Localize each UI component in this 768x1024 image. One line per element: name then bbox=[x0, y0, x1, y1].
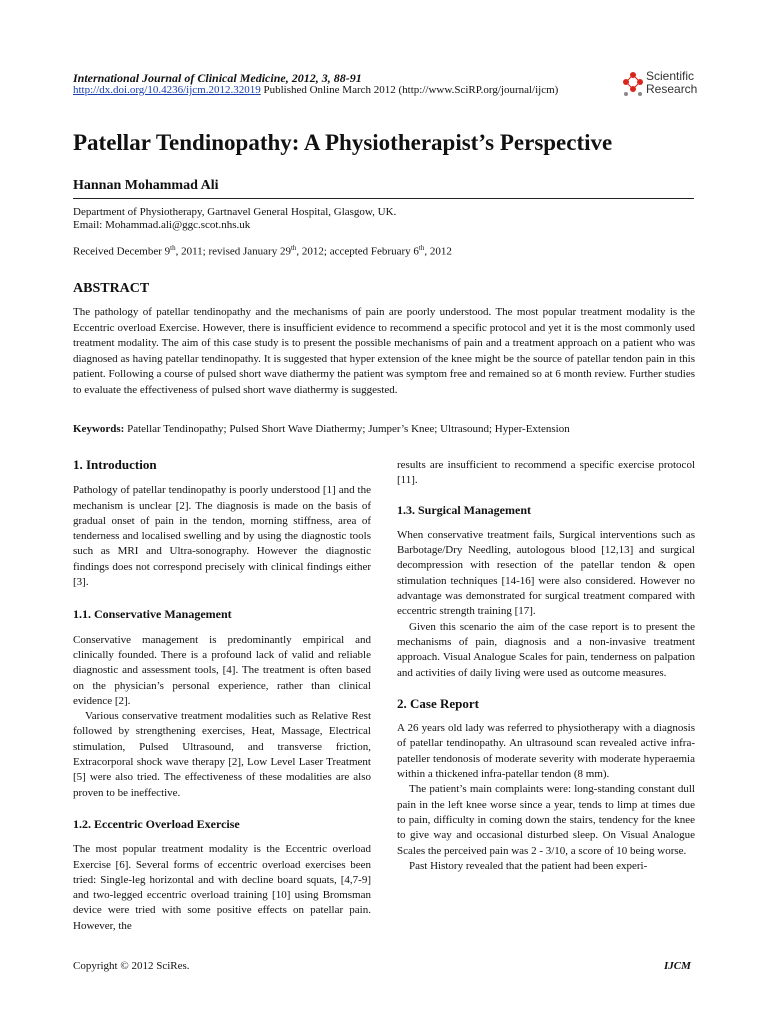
affiliation: Department of Physiotherapy, Gartnavel General Hospital, Glasgow, UK. bbox=[73, 206, 397, 218]
section-heading-conservative: 1.1. Conservative Management bbox=[73, 607, 232, 622]
logo-text-line1: Scientific bbox=[646, 69, 695, 83]
paragraph: Given this scenario the aim of the case report is to present the mechanisms of pain, diagnosis and a non-invasive treatment approach. Visual Analogue Scales for pain, tenderness on palpation and activities of daily living were used as outcome measures. bbox=[397, 620, 695, 679]
left-column bbox=[73, 457, 371, 934]
affiliation-block bbox=[73, 206, 396, 232]
published-info: Published Online March 2012 (http://www.SciRP.org/journal/ijcm) bbox=[263, 84, 559, 96]
section-heading-surgical: 1.3. Surgical Management bbox=[397, 502, 531, 517]
author-name: Hannan Mohammad Ali bbox=[73, 178, 219, 193]
section-heading-case-report: 2. Case Report bbox=[397, 695, 479, 711]
paragraph: The patient’s main complaints were: long-standing constant dull pain in the left knee worse since a year, tends to limp at times due to pain, difficulty in coming down the stairs, tendency for the knee to give way and occasional disturbed sleep. On Visual Analogue Scales the perceived pain was 2 - 3/10, a score of 10 being worse. bbox=[397, 783, 695, 857]
email: Email: Mohammad.ali@ggc.scot.nhs.uk bbox=[73, 219, 251, 231]
publisher-logo bbox=[622, 70, 702, 100]
doi-link[interactable]: http://dx.doi.org/10.4236/ijcm.2012.32019 bbox=[73, 84, 261, 96]
paragraph: Conservative management is predominantly empirical and clinically founded. There is a profound lack of valid and reliable diagnostic and assessment tools, [4]. The treatment is often based on the physician’s personal experience, rather than clinical evidence [2]. bbox=[73, 633, 371, 707]
journal-abbr: IJCM bbox=[664, 960, 691, 972]
abstract-text: The pathology of patellar tendinopathy and the mechanisms of pain are poorly understood. The most popular treatment modality is the Eccentric overload Exercise. However, there is insufficient evidence to recommend a specific protocol and yet it is the most commonly used treatment modality. The aim of this case study is to present the possible mechanisms of pain and a treatment approach on a patient who was diagnosed as having patellar tendinopathy. It is suggested that hyper extension of the knee might be the source of patellar tendon pain in this patient. Following a course of pulsed short wave diathermy the patient was symptom free and remained so at 6 month review. Further studies to evaluate the effectiveness of pulsed short wave diathermy is suggested. bbox=[73, 306, 695, 396]
journal-citation: International Journal of Clinical Medicine, 2012, 3, 88-91 bbox=[73, 71, 362, 85]
copyright: Copyright © 2012 SciRes. bbox=[73, 960, 190, 972]
section-heading-introduction: 1. Introduction bbox=[73, 457, 157, 472]
keywords bbox=[73, 422, 695, 436]
paragraph: A 26 years old lady was referred to physiotherapy with a diagnosis of patellar tendinopathy. An ultrasound scan revealed active infra-pateller tendonosis of moderate severity with moderate hyperaemia within a thickened infra-patellar tendon (8 mm). bbox=[397, 722, 695, 781]
doi-line bbox=[73, 84, 558, 96]
abstract-heading: ABSTRACT bbox=[73, 281, 150, 296]
paragraph: Various conservative treatment modalities such as Relative Rest followed by strengthening exercises, Heat, Massage, Electrical stimulation, Pulsed Ultrasound, and transverse friction, Extracorporal shock wave therapy [2], Low Level Laser Treatment [5] were also tried. The effectiveness of these modalities are also proven to be ineffective. bbox=[73, 710, 371, 799]
paragraph: When conservative treatment fails, Surgical interventions such as Barbotage/Dry Needling, autologous blood [12,13] and surgical decompression with resection of the patellar tendon & open stimulation techniques [14-16] were also considered. However no advantage was demonstrated for surgical treatment compared with eccentric strength training [17]. bbox=[397, 528, 695, 618]
right-column bbox=[397, 458, 695, 874]
paragraph: Pathology of patellar tendinopathy is poorly understood [1] and the mechanism is unclear [2]. The diagnosis is made on the basis of gradual onset of pain in the tendon, morning stiffness, area of tenderness and localised swelling and by using the diagnostic tools such as MRI and Ultra-sonography. However the diagnostic findings does not correspond precisely with clinical findings either [3]. bbox=[73, 484, 371, 589]
logo-text-line2: Research bbox=[646, 82, 698, 96]
page-title: Patellar Tendinopathy: A Physiotherapist’s Perspective bbox=[73, 130, 613, 155]
paragraph: results are insufficient to recommend a specific exercise protocol [11]. bbox=[397, 459, 695, 487]
molecule-logo-icon bbox=[622, 71, 644, 97]
section-heading-eccentric: 1.2. Eccentric Overload Exercise bbox=[73, 816, 240, 831]
paragraph: The most popular treatment modality is the Eccentric overload Exercise [6]. Several forms of eccentric overload exercises been tried: Single-leg horizontal and with decline board squats, [4,7-9] and two-legged eccentric overload training [10] using Bromsman device were tried with some positive effects on patellar pain. However, the bbox=[73, 843, 371, 932]
keywords-label: Keywords: bbox=[73, 423, 125, 435]
keywords-list: Patellar Tendinopathy; Pulsed Short Wave Diathermy; Jumper’s Knee; Ultrasound; Hyper-Extension bbox=[127, 423, 570, 435]
paragraph: Past History revealed that the patient had been experi- bbox=[409, 859, 648, 872]
title-divider bbox=[73, 198, 694, 199]
received-dates: Received December 9th, 2011; revised January 29th, 2012; accepted February 6th, 2012 bbox=[73, 244, 452, 258]
